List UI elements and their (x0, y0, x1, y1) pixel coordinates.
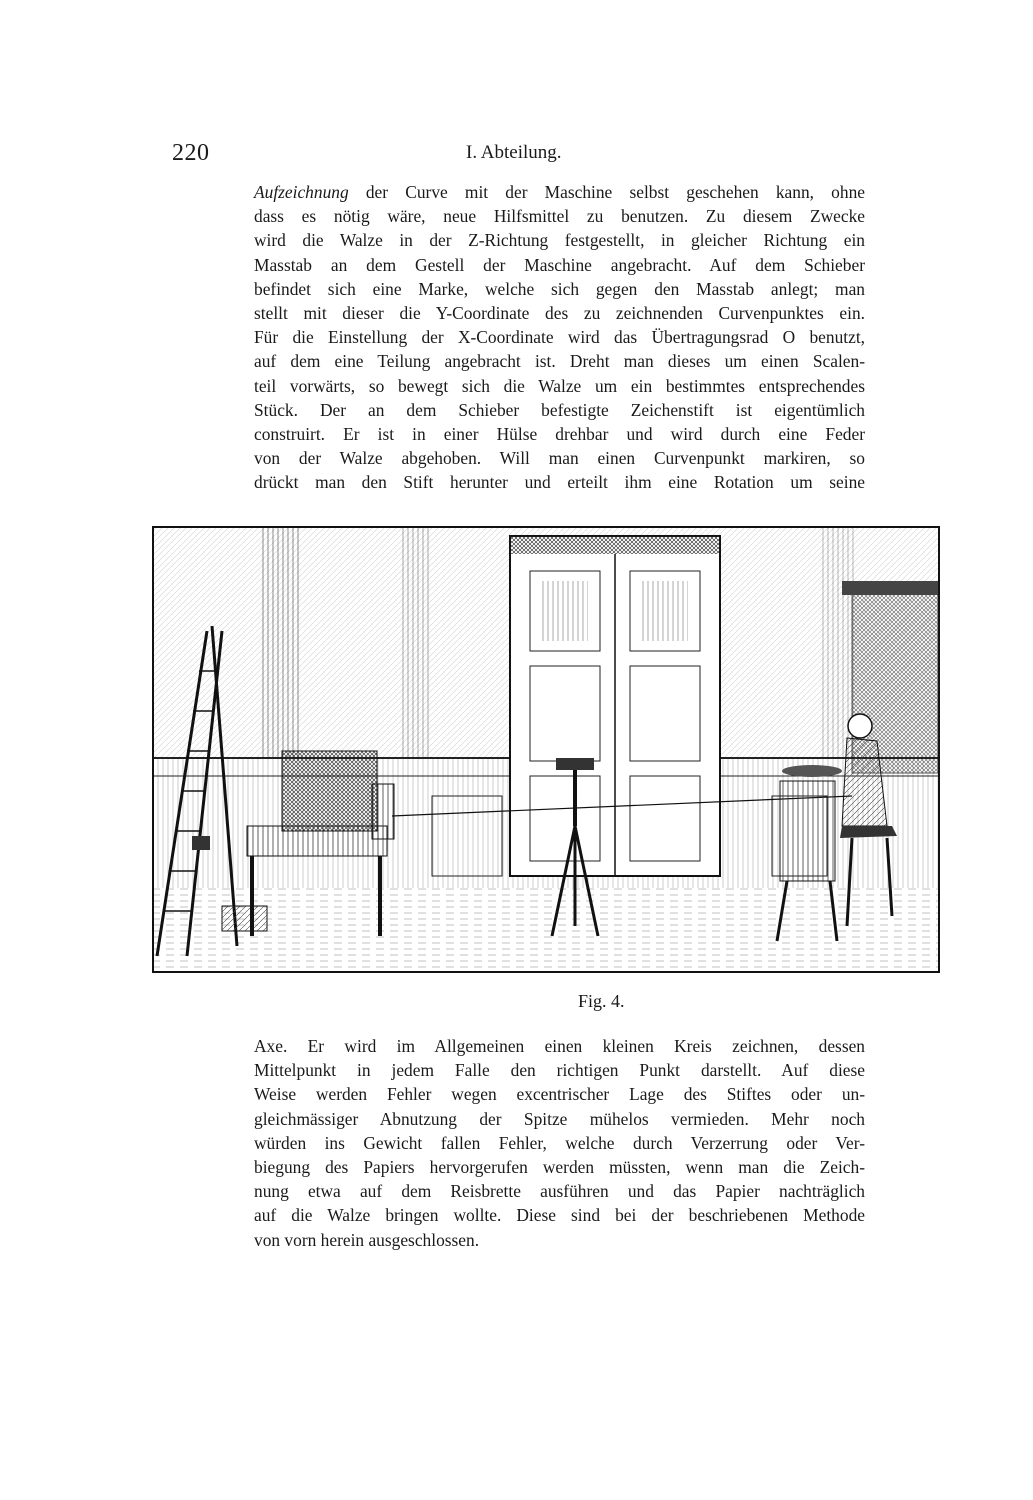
text-line: befindet sich eine Marke, welche sich gegen den Masstab anlegt; man (254, 278, 865, 299)
text-line: construirt. Er ist in einer Hülse drehbar und wird durch eine Feder (254, 424, 865, 445)
running-head: I. Abteilung. (466, 142, 562, 163)
text-line (254, 180, 865, 204)
text-line: Axe. Er wird im Allgemeinen einen kleinen Kreis zeichnen, dessen (254, 1036, 865, 1056)
page-number: 220 (172, 140, 210, 166)
text-line: Masstab an dem Gestell der Maschine angebracht. Auf dem Schieber (254, 254, 865, 275)
text-line: Stück. Der an dem Schieber befestigte Zeichenstift ist eigentümlich (254, 399, 865, 420)
text-line: auf die Walze bringen wollte. Diese sind bei der beschriebenen Methode (254, 1205, 865, 1226)
figure-engraving (152, 526, 940, 973)
paragraph-1 (254, 180, 865, 495)
figure-caption: Fig. 4. (578, 991, 625, 1011)
text-line: von vorn herein ausgeschlossen. (254, 1229, 480, 1250)
text-line: biegung des Papiers hervorgerufen werden müssten, wenn man die Zeich- (254, 1157, 865, 1178)
text-line: teil vorwärts, so bewegt sich die Walze um ein bestimmtes entsprechendes (254, 375, 865, 396)
engraving-illustration (152, 526, 940, 973)
paragraph-2 (254, 1034, 865, 1252)
text-line: gleichmässiger Abnutzung der Spitze mühelos vermieden. Mehr noch (254, 1108, 865, 1129)
text-line: nung etwa auf dem Reisbrette ausführen und das Papier nachträglich (254, 1181, 865, 1202)
text-line: würden ins Gewicht fallen Fehler, welche durch Verzerrung oder Ver- (254, 1132, 865, 1153)
text-line: drückt man den Stift herunter und erteilt ihm eine Rotation um seine (254, 472, 865, 493)
text-fragment: der Curve mit der Maschine selbst geschehen kann, ohne (348, 182, 865, 202)
text-line: auf dem eine Teilung angebracht ist. Dreht man dieses um einen Scalen- (254, 351, 865, 372)
text-line: Für die Einstellung der X-Coordinate wird das Übertragungsrad O benutzt, (254, 327, 865, 348)
italic-term: Aufzeichnung (254, 182, 349, 202)
text-line: Weise werden Fehler wegen excentrischer Lage des Stiftes oder un- (254, 1084, 865, 1105)
text-line: dass es nötig wäre, neue Hilfsmittel zu benutzen. Zu diesem Zwecke (254, 206, 865, 227)
text-line: Mittelpunkt in jedem Falle den richtigen Punkt darstellt. Auf diese (254, 1060, 865, 1081)
text-line: stellt mit dieser die Y-Coordinate des zu zeichnenden Curvenpunktes ein. (254, 303, 865, 324)
text-line: von der Walze abgehoben. Will man einen Curvenpunkt markiren, so (254, 448, 865, 469)
text-line: wird die Walze in der Z-Richtung festgestellt, in gleicher Richtung ein (254, 230, 865, 251)
